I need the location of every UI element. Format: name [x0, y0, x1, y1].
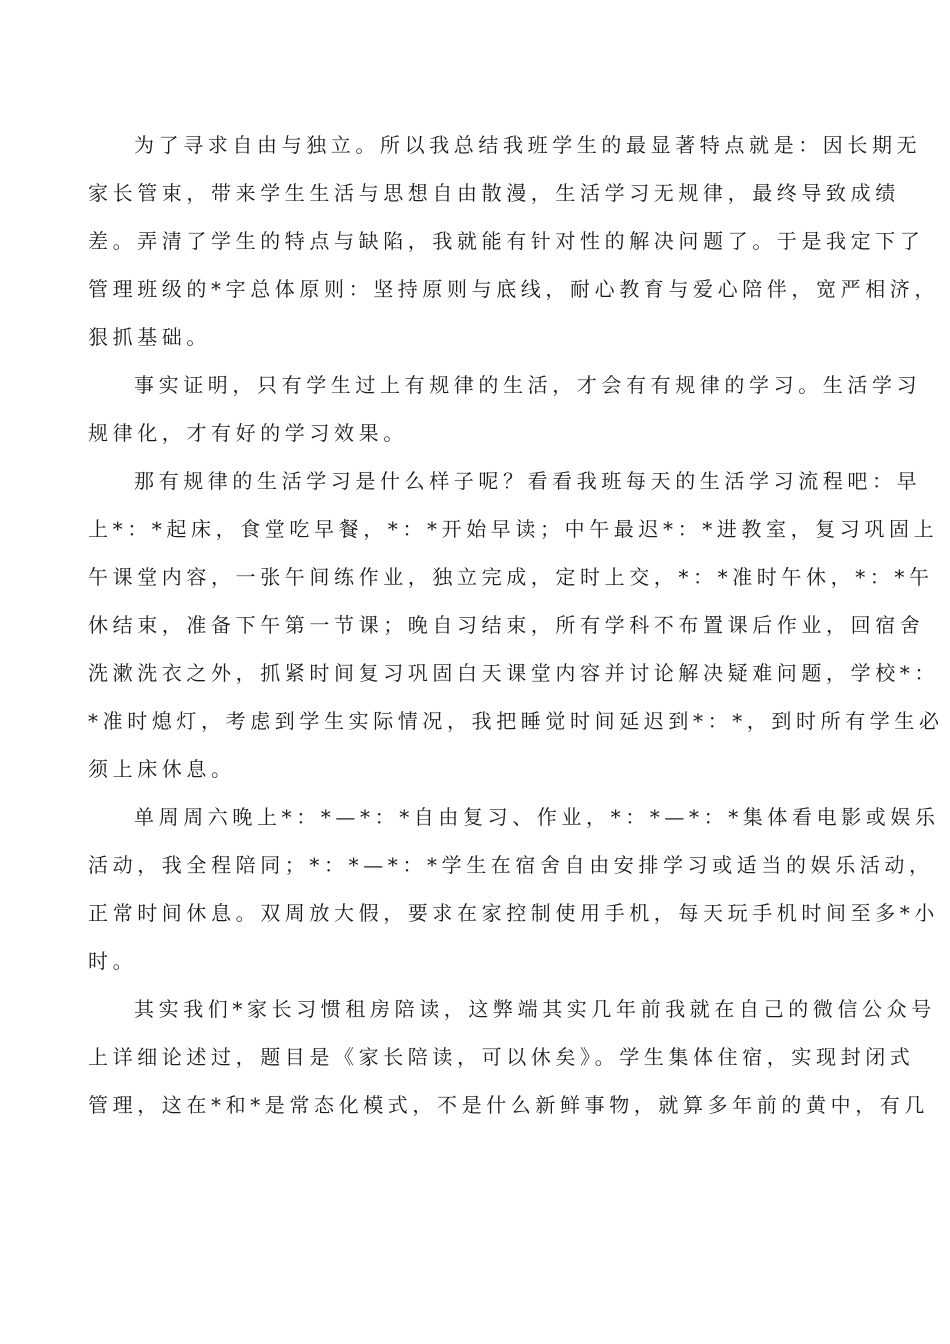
text-line: 洗漱洗衣之外，抓紧时间复习巩固白天课堂内容并讨论解决疑难问题，学校*：	[88, 661, 939, 685]
text-line: 为了寻求自由与独立。所以我总结我班学生的最显著特点就是：因长期无	[134, 133, 922, 157]
text-line: 时。	[88, 949, 138, 973]
text-line: *准时熄灯，考虑到学生实际情况，我把睡觉时间延迟到*：*，到时所有学生必	[88, 709, 944, 733]
text-line: 活动，我全程陪同；*：*—*：*学生在宿舍自由安排学习或适当的娱乐活动，	[88, 853, 934, 877]
text-line: 那有规律的生活学习是什么样子呢？看看我班每天的生活学习流程吧：早	[134, 469, 922, 493]
text-line: 差。弄清了学生的特点与缺陷，我就能有针对性的解决问题了。于是我定下了	[88, 229, 925, 253]
text-line: 须上床休息。	[88, 757, 236, 781]
text-line: 狠抓基础。	[88, 325, 211, 349]
text-line: 上详细论述过，题目是《家长陪读，可以休矣》。学生集体住宿，实现封闭式	[88, 1045, 915, 1069]
text-line: 管理，这在*和*是常态化模式，不是什么新鲜事物，就算多年前的黄中，有几	[88, 1093, 929, 1117]
text-line: 其实我们*家长习惯租房陪读，这弊端其实几年前我就在自己的微信公众号	[134, 997, 936, 1021]
text-line: 规律化，才有好的学习效果。	[88, 421, 408, 445]
text-line: 管理班级的*字总体原则：坚持原则与底线，耐心教育与爱心陪伴，宽严相济，	[88, 277, 939, 301]
text-line: 家长管束，带来学生生活与思想自由散漫，生活学习无规律，最终导致成绩	[88, 181, 900, 205]
text-line: 单周周六晚上*：*—*：*自由复习、作业，*：*—*：*集体看电影或娱乐	[134, 805, 940, 829]
text-line: 事实证明，只有学生过上有规律的生活，才会有有规律的学习。生活学习	[134, 373, 922, 397]
text-line: 休结束，准备下午第一节课；晚自习结束，所有学科不布置课后作业，回宿舍	[88, 613, 925, 637]
document-body	[88, 128, 944, 1136]
text-line: 午课堂内容，一张午间练作业，独立完成，定时上交，*：*准时午休，*：*午	[88, 565, 934, 589]
text-line: 正常时间休息。双周放大假，要求在家控制使用手机，每天玩手机时间至多*小	[88, 901, 939, 925]
text-line: 上*：*起床，食堂吃早餐，*：*开始早读；中午最迟*：*进教室，复习巩固上	[88, 517, 939, 541]
